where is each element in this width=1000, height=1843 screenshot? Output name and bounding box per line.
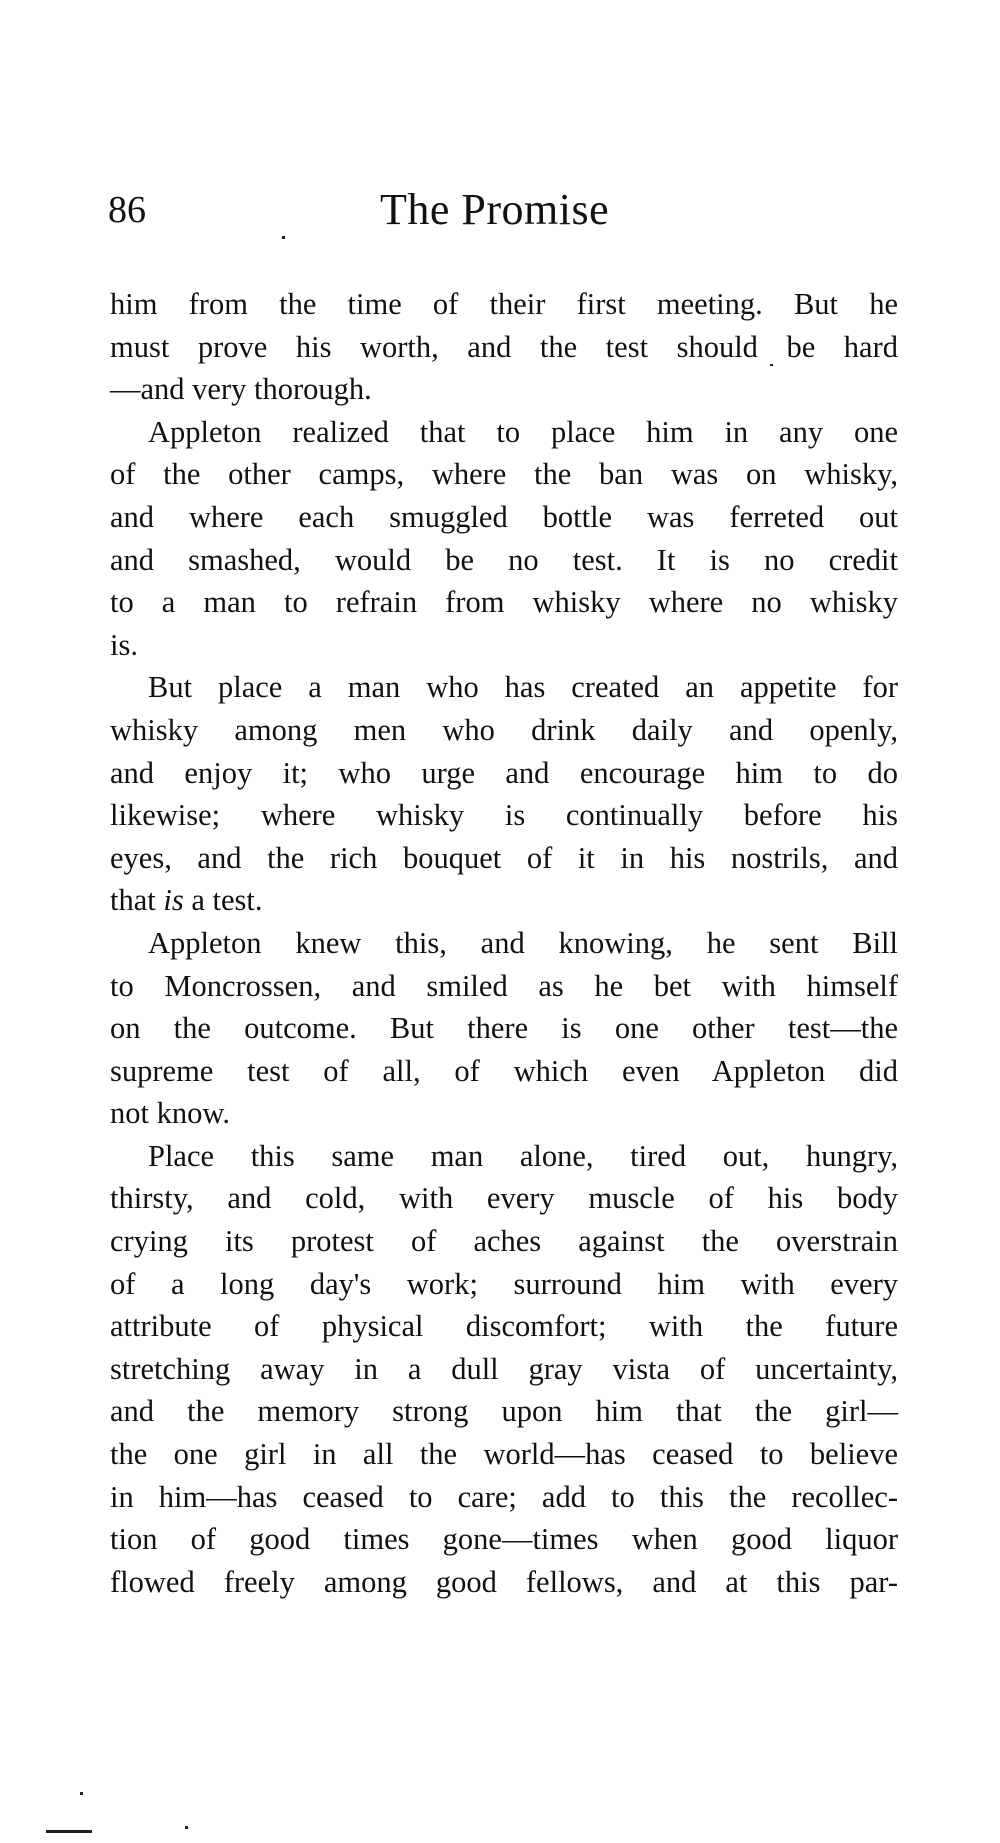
running-title: The Promise [380, 185, 610, 234]
scan-dash-mark [46, 1830, 92, 1833]
paragraph [110, 411, 898, 667]
text-line: is. [110, 627, 138, 662]
text-line: Appleton knew this, and knowing, he sent Bill [148, 925, 898, 960]
paragraph [110, 1135, 898, 1604]
scan-speck [185, 1826, 188, 1829]
text-line: eyes, and the rich bouquet of it in his nostrils, and [110, 840, 898, 875]
text-line: the one girl in all the world—has ceased to believe [110, 1437, 898, 1472]
text-line: and smashed, would be no test. It is no credit [110, 542, 898, 577]
text-line: that is a test. [110, 883, 263, 918]
body-text [110, 283, 898, 1603]
text-line: to Moncrossen, and smiled as he bet with himself [110, 968, 898, 1003]
page-number: 86 [108, 189, 146, 231]
text-line: and the memory strong upon him that the girl— [110, 1394, 898, 1429]
emphasis: is [163, 883, 184, 918]
text-line: in him—has ceased to care; add to this the recollec- [110, 1479, 898, 1514]
text-line: on the outcome. But there is one other test—the [110, 1011, 898, 1046]
text-line: to a man to refrain from whisky where no whisky [110, 585, 898, 620]
paragraph [110, 922, 898, 1135]
paragraph [110, 666, 898, 922]
text-line: supreme test of all, of which even Appleton did [110, 1053, 898, 1088]
scan-speck [80, 1792, 83, 1795]
text-line: and where each smuggled bottle was ferreted out [110, 499, 898, 534]
text-line: crying its protest of aches against the overstrain [110, 1224, 898, 1259]
text-line: tion of good times gone—times when good liquor [110, 1522, 898, 1557]
text-line: But place a man who has created an appetite for [148, 670, 898, 705]
text-line: likewise; where whisky is continually before his [110, 798, 898, 833]
scan-speck [770, 364, 773, 366]
text-line: Place this same man alone, tired out, hungry, [148, 1138, 898, 1173]
text-line: and enjoy it; who urge and encourage him to do [110, 755, 898, 790]
text-line: Appleton realized that to place him in any one [148, 414, 898, 449]
text-line: —and very thorough. [110, 372, 372, 407]
text-line: not know. [110, 1096, 231, 1131]
text-line: attribute of physical discomfort; with the future [110, 1309, 898, 1344]
paragraph [110, 283, 898, 411]
text-line: thirsty, and cold, with every muscle of his body [110, 1181, 898, 1216]
text-line: must prove his worth, and the test should be hard [110, 329, 898, 364]
scan-speck [282, 236, 285, 239]
text-line: of a long day's work; surround him with every [110, 1266, 898, 1301]
text-line: whisky among men who drink daily and openly, [110, 712, 898, 747]
text-line: stretching away in a dull gray vista of uncertainty, [110, 1351, 898, 1386]
text-line: him from the time of their first meeting. But he [110, 287, 898, 321]
text-line: flowed freely among good fellows, and at this par- [110, 1564, 898, 1599]
text-line: of the other camps, where the ban was on whisky, [110, 457, 898, 492]
